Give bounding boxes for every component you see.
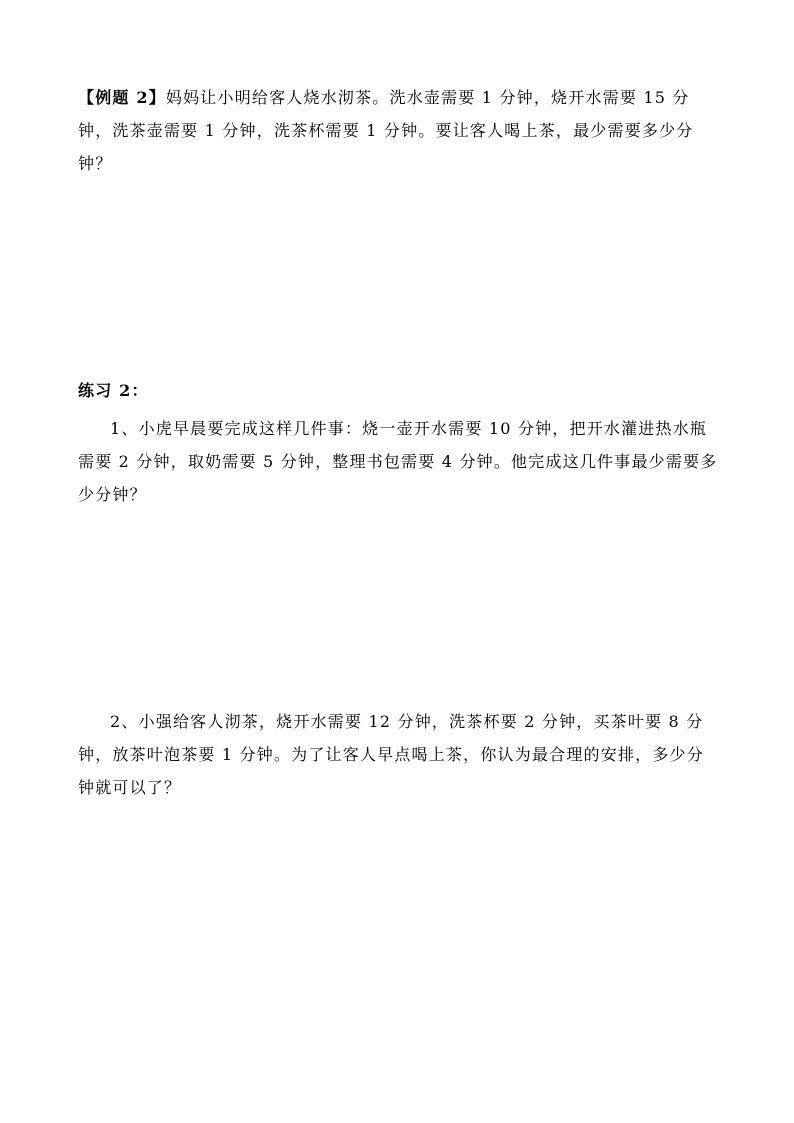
exercise-item-1: 1、小虎早晨要完成这样几件事：烧一壶开水需要 10 分钟，把开水灌进热水瓶需要 2 分钟，取奶需要 5 分钟，整理书包需要 4 分钟。他完成这几件事最少需要多少分钟？ [78,419,718,504]
exercise-item-2: 2、小强给客人沏茶，烧开水需要 12 分钟，洗茶杯要 2 分钟，买茶叶要 8 分钟，放茶叶泡茶要 1 分钟。为了让客人早点喝上茶，你认为最合理的安排，多少分钟就可以了？ [78,712,704,797]
example-2-paragraph [78,81,720,180]
example-2-text: 妈妈让小明给客人烧水沏茶。洗水壶需要 1 分钟，烧开水需要 15 分钟，洗茶壶需要 1 分钟，洗茶杯需要 1 分钟。要让客人喝上茶，最少需要多少分钟？ [78,88,694,173]
example-2-label: 【例题 2】 [78,88,166,107]
exercise-2-heading: 练习 2： [78,381,149,400]
